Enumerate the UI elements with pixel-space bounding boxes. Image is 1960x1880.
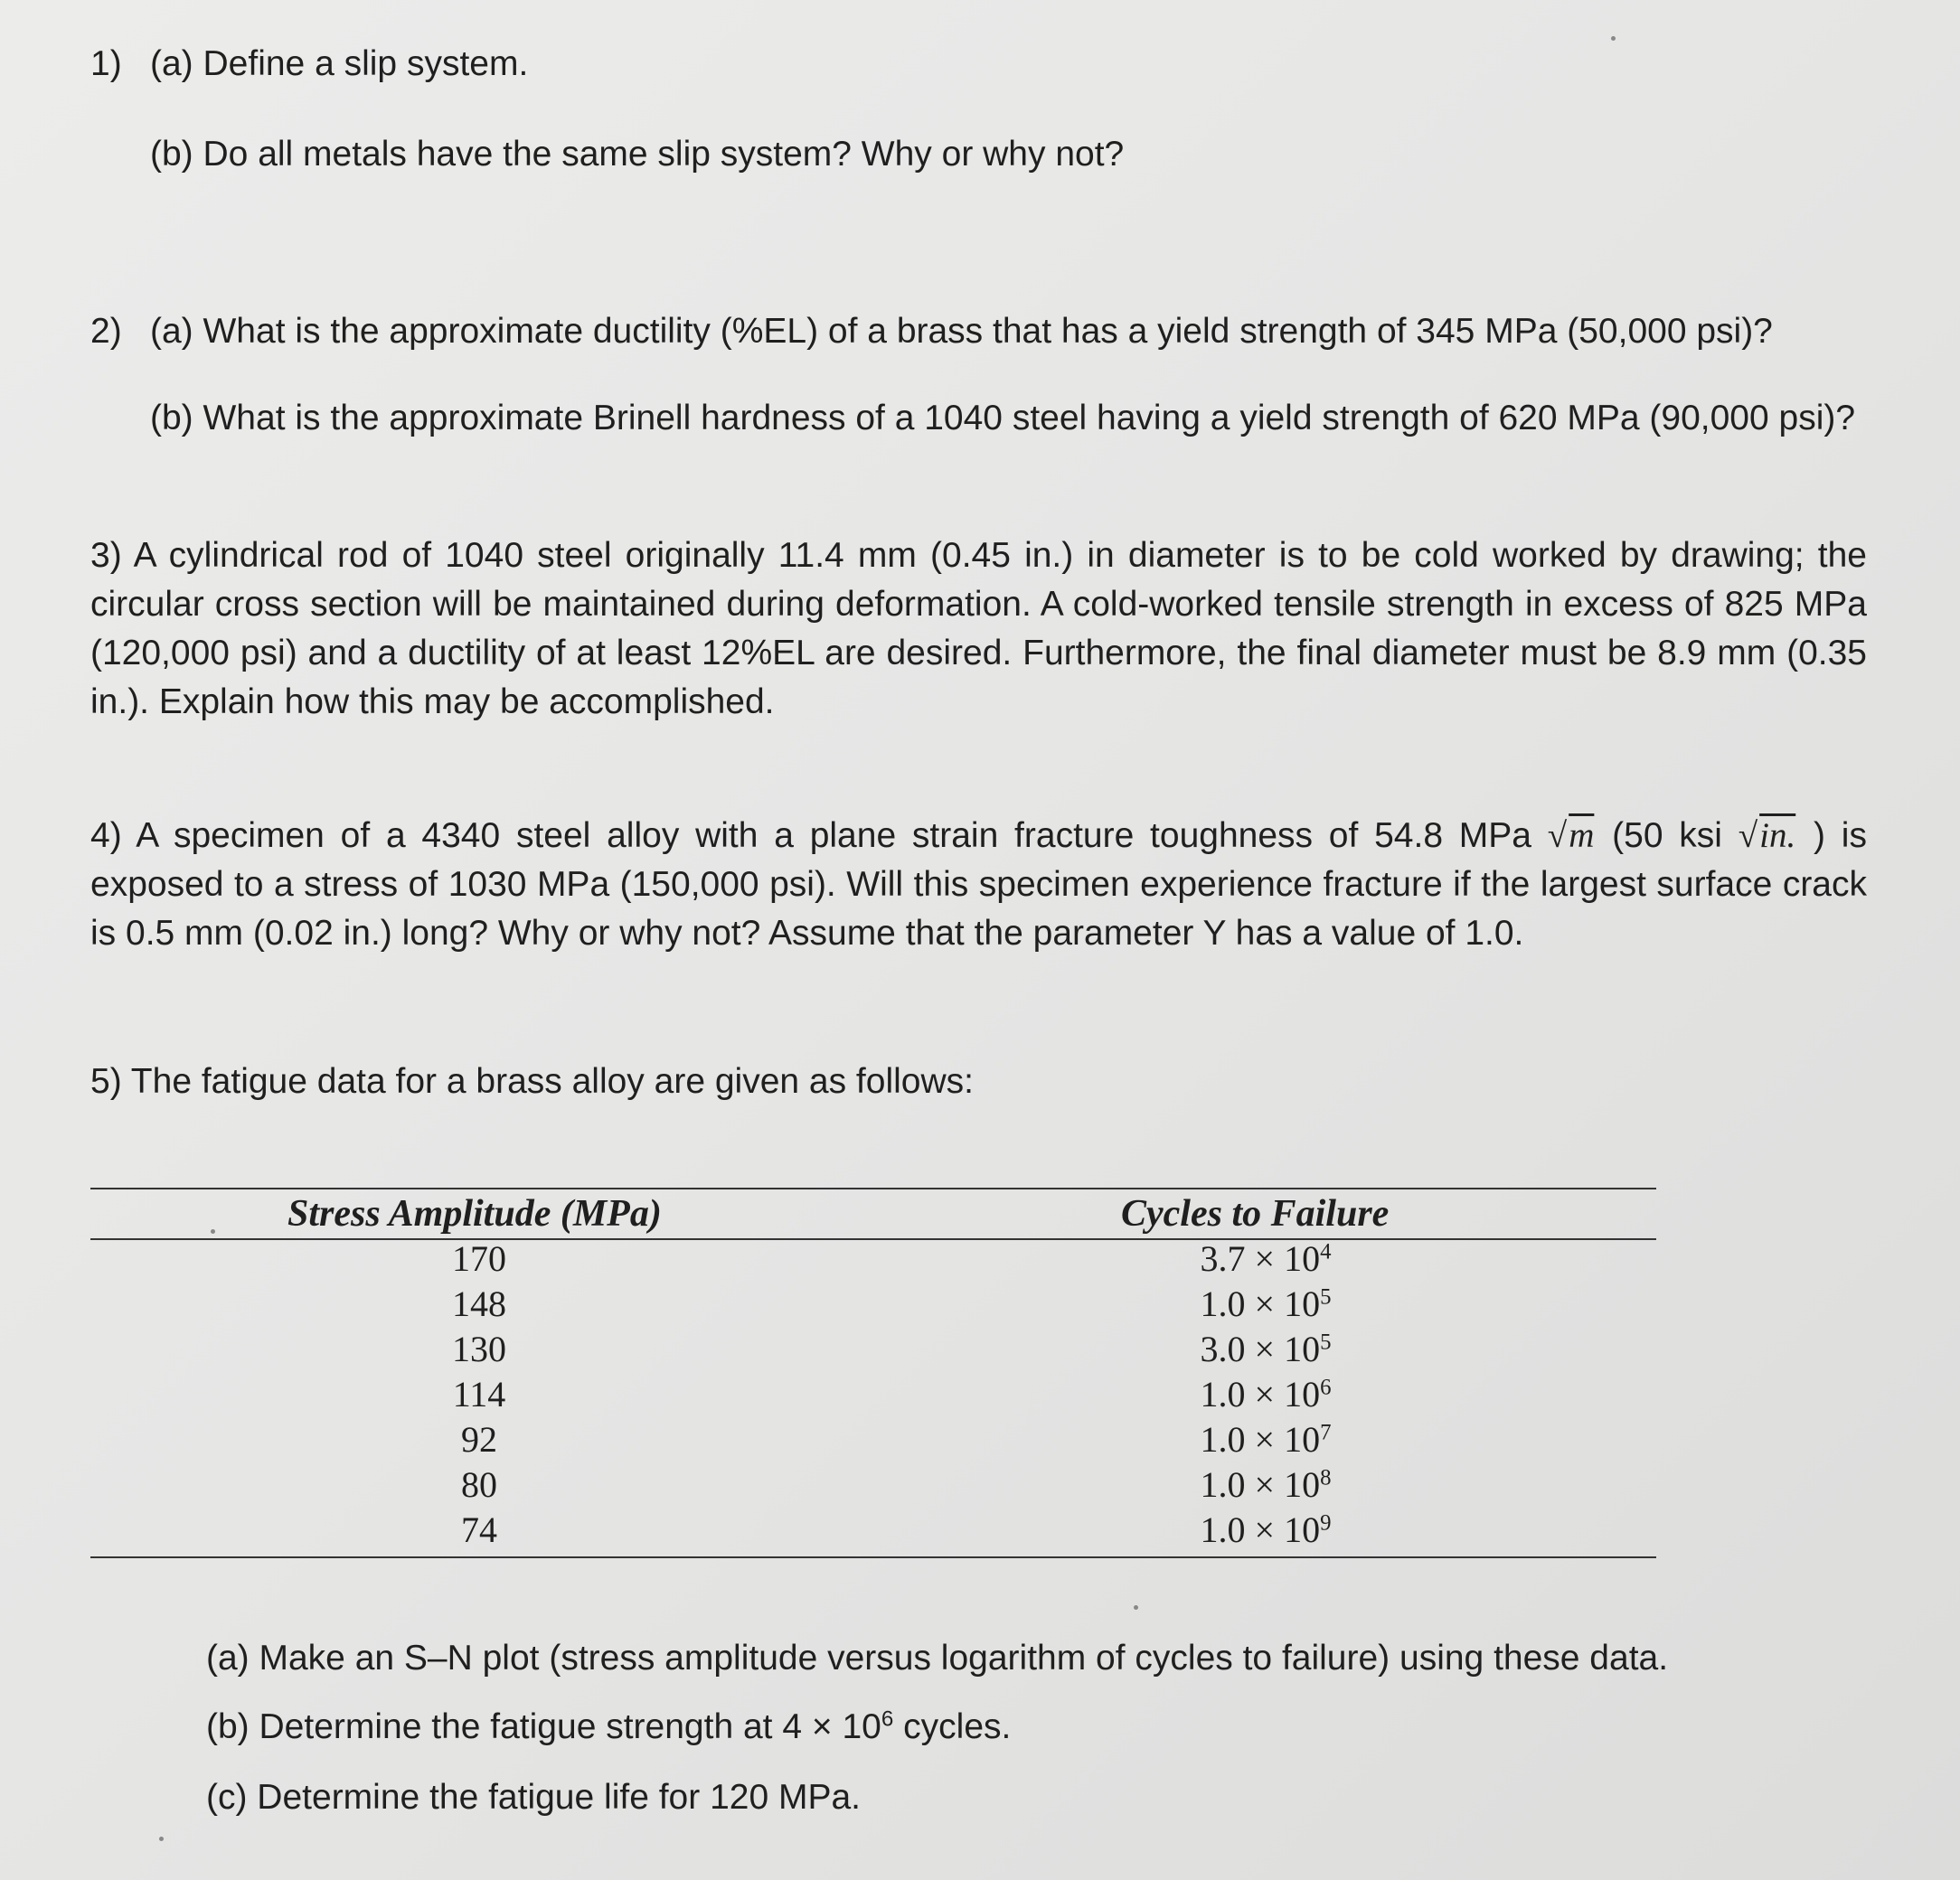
- cycles-cell: $1.0 \times 10^6$: [1200, 1374, 1332, 1415]
- q1-part-a: (a) Define a slip system.: [150, 44, 529, 83]
- table-bottom-rule: [90, 1556, 1656, 1558]
- q1-number: 1): [90, 44, 122, 83]
- paper-speck: [1611, 36, 1616, 41]
- table-header-rule: [90, 1238, 1656, 1240]
- stress-cell: 80: [461, 1464, 497, 1505]
- stress-cell: 114: [452, 1374, 506, 1415]
- cycles-cell: $1.0 \times 10^7$: [1200, 1419, 1332, 1460]
- paper-speck: [159, 1837, 164, 1841]
- paper-speck: [211, 1229, 215, 1234]
- sqrt-in: √in.: [1738, 816, 1796, 855]
- cycles-cell: $1.0 \times 10^5$: [1200, 1283, 1332, 1324]
- q5-part-b: (b) Determine the fatigue strength at $4 \times 10^6$ cycles.: [206, 1706, 1012, 1746]
- cycles-cell: $3.0 \times 10^5$: [1200, 1329, 1332, 1369]
- q3-text: 3) A cylindrical rod of 1040 steel originally 11.4 mm (0.45 in.) in diameter is to be cold worked by drawing; the circular cross section will be maintained during deformation. A cold-worked tensile strength in excess of 825 MPa (120,000 psi) and a ductility of at least 12%EL are desired. Furthermore, the final diameter must be 8.9 mm (0.35 in.). Explain how this may be accomplished.: [90, 536, 1867, 721]
- q4-text-part1: 4) A specimen of a 4340 steel alloy with a plane strain fracture toughness of 54.8 MPa: [90, 816, 1531, 855]
- q2-part-b: (b) What is the approximate Brinell hardness of a 1040 steel having a yield strength of 620 MPa (90,000 psi)?: [150, 399, 1856, 437]
- header-stress-amplitude: Stress Amplitude (MPa): [287, 1193, 662, 1235]
- stress-cell: 74: [461, 1509, 497, 1550]
- q4-text-part2: (50 ksi: [1612, 816, 1722, 855]
- cycles-cell: $3.7 \times 10^4$: [1200, 1238, 1332, 1279]
- cycles-cell: $1.0 \times 10^9$: [1200, 1509, 1332, 1550]
- header-cycles-to-failure: Cycles to Failure: [1121, 1193, 1390, 1235]
- q5-part-a: (a) Make an S–N plot (stress amplitude versus logarithm of cycles to failure) using these data.: [206, 1639, 1669, 1678]
- q1-part-b: (b) Do all metals have the same slip system? Why or why not?: [150, 135, 1125, 174]
- paper-speck: [1134, 1605, 1138, 1610]
- stress-cell: 148: [452, 1283, 506, 1324]
- table-top-rule: [90, 1188, 1656, 1189]
- q4-text: [90, 812, 1867, 958]
- stress-column: [416, 1236, 542, 1553]
- stress-cell: 170: [452, 1238, 506, 1279]
- stress-cell: 92: [461, 1419, 497, 1460]
- q2-number: 2): [90, 312, 122, 351]
- q5-part-c: (c) Determine the fatigue life for 120 MPa.: [206, 1778, 861, 1817]
- q2-part-a: (a) What is the approximate ductility (%EL) of a brass that has a yield strength of 345 MPa (50,000 psi)?: [150, 312, 1773, 351]
- q4-text-part3: ) is exposed to a stress of 1030 MPa (150,000 psi). Will this specimen experience fracture if the largest surface crack is 0.5 mm (0.02 in.) long? Why or why not? Assume that the parameter Y has a value of 1.0.: [90, 816, 1867, 953]
- cycles-column: [1166, 1236, 1365, 1553]
- q5-intro: 5) The fatigue data for a brass alloy are given as follows:: [90, 1062, 974, 1101]
- cycles-cell: $1.0 \times 10^8$: [1200, 1464, 1332, 1505]
- sqrt-m: √m: [1547, 816, 1595, 855]
- stress-cell: 130: [452, 1329, 506, 1369]
